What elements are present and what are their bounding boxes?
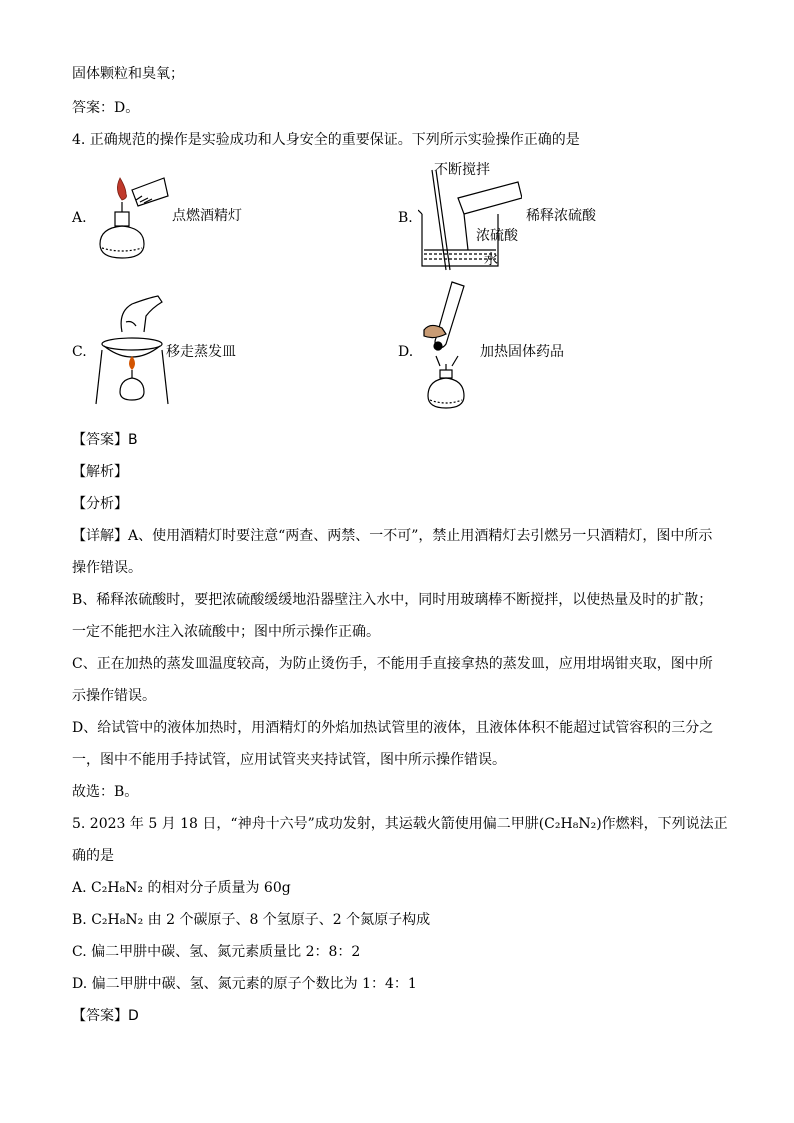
detail-line: 故选：B。 xyxy=(72,784,139,800)
detail-line: B、稀释浓硫酸时，要把浓硫酸缓缓地沿器壁注入水中，同时用玻璃棒不断搅拌，以使热量及时的扩散； xyxy=(72,592,713,608)
detail-line: C、正在加热的蒸发皿温度较高，为防止烫伤手，不能用手直接拿热的蒸发皿，应用坩埚钳夹取，图中所 xyxy=(72,656,713,672)
q5-option-d: D. 偏二甲肼中碳、氢、氮元素的原子个数比为 1：4：1 xyxy=(72,976,417,992)
option-b-label: 稀释浓硫酸 xyxy=(526,208,596,224)
question-5-cont: 确的是 xyxy=(72,848,114,864)
detail-line: 一，图中不能用手持试管，应用试管夹夹持试管，图中所示操作错误。 xyxy=(72,752,506,768)
dilute-sulfuric-acid-figure xyxy=(418,166,522,272)
detail-line: 一定不能把水注入浓硫酸中；图中所示操作正确。 xyxy=(72,624,380,640)
option-d-letter: D. xyxy=(398,344,414,360)
acid-label: 浓硫酸 xyxy=(476,228,518,244)
detail-line: 示操作错误。 xyxy=(72,688,156,704)
text-line: 答案：D。 xyxy=(72,100,140,116)
fenxi-heading: 【分析】 xyxy=(72,496,128,512)
option-b-letter: B. xyxy=(398,210,413,226)
detail-line: 操作错误。 xyxy=(72,560,142,576)
question-4: 4. 正确规范的操作是实验成功和人身安全的重要保证。下列所示实验操作正确的是 xyxy=(72,132,580,148)
detail-line: 【详解】A、使用酒精灯时要注意“两查、两禁、一不可”，禁止用酒精灯去引燃另一只酒精灯，图中所示 xyxy=(72,528,713,544)
option-c-label: 移走蒸发皿 xyxy=(166,344,236,360)
option-a-letter: A. xyxy=(72,210,87,226)
stir-label: 不断搅拌 xyxy=(434,162,490,178)
q5-option-b: B. C₂H₈N₂ 由 2 个碳原子、8 个氢原子、2 个氮原子构成 xyxy=(72,912,431,928)
analysis-heading: 【解析】 xyxy=(72,464,128,480)
q5-option-c: C. 偏二甲肼中碳、氢、氮元素质量比 2：8：2 xyxy=(72,944,361,960)
question-5: 5. 2023 年 5 月 18 日，“神舟十六号”成功发射，其运载火箭使用偏二甲肼(C₂H₈N₂)作燃料，下列说法正 xyxy=(72,816,728,832)
option-d-label: 加热固体药品 xyxy=(480,344,564,360)
option-a-label: 点燃酒精灯 xyxy=(172,208,242,224)
text-line: 固体颗粒和臭氧； xyxy=(72,66,184,82)
q5-option-a: A. C₂H₈N₂ 的相对分子质量为 60g xyxy=(72,880,291,896)
water-label: 水 xyxy=(484,252,498,268)
option-c-letter: C. xyxy=(72,344,87,360)
answer-4: 【答案】B xyxy=(72,432,138,448)
detail-line: D、给试管中的液体加热时，用酒精灯的外焰加热试管里的液体，且液体体积不能超过试管容积的三分之 xyxy=(72,720,714,736)
heating-solid-figure xyxy=(416,276,476,414)
evaporating-dish-figure xyxy=(92,292,172,408)
answer-5: 【答案】D xyxy=(72,1008,139,1024)
alcohol-lamp-lighting-figure xyxy=(92,172,172,264)
